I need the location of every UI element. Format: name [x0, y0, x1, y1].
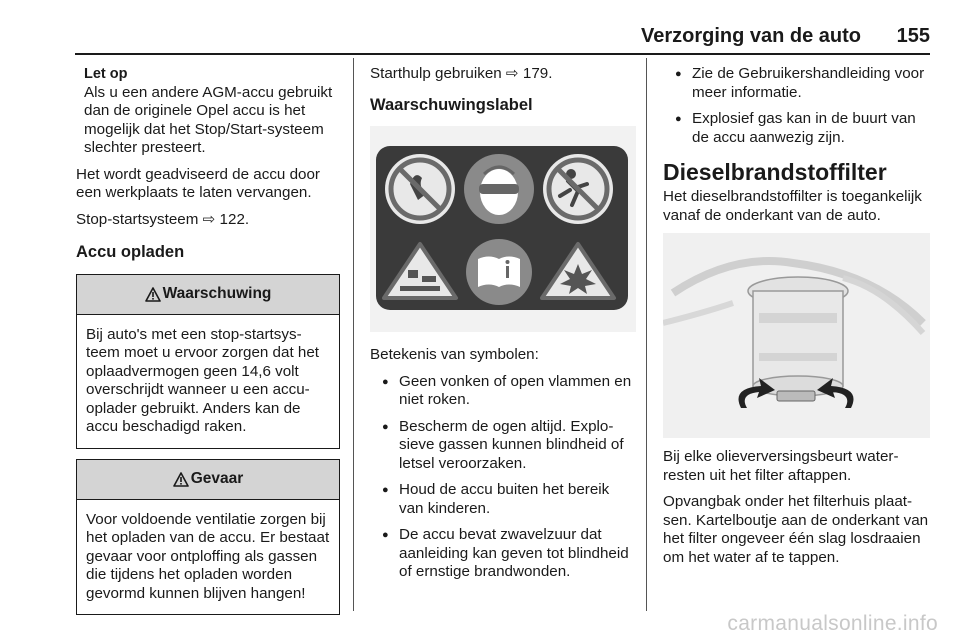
list-item: ● Bescherm de ogen altijd. Explosieve gassen kunnen blindheid of letsel veroorzaken.	[370, 418, 636, 474]
cross-reference[interactable]: Starthulp gebruiken ⇨ 179.	[370, 65, 553, 82]
warning-box-header	[77, 275, 339, 315]
page-number: 155	[896, 25, 930, 47]
page-header-title: Verzorging van de auto	[640, 25, 861, 47]
list-item: ● Explosief gas kan in de buurt van de accu aanwezig zijn.	[663, 110, 930, 147]
section-heading-dieselbrandstoffilter: Dieselbrandstoffilter	[663, 159, 887, 185]
battery-warning-label-image	[370, 126, 636, 332]
note-text: Als u een andere AGM-accu gebruikt dan de originele Opel accu is het mogelijk dat het Stop/Start-systeem slechter presteert.	[84, 83, 333, 156]
section-heading-accu-opladen: Accu opladen	[76, 243, 185, 261]
eye-protection-icon	[464, 154, 534, 224]
header-rule	[75, 53, 930, 55]
warning-triangle-icon	[173, 472, 189, 487]
section-heading-waarschuwingslabel: Waarschuwingslabel	[370, 95, 533, 114]
column-separator-1	[353, 58, 354, 611]
keep-children-away-icon	[543, 154, 613, 224]
list-item: ● De accu bevat zwavelzuur dat aanleiding kan geven tot blindheid of ernstige brandwonden.	[370, 526, 636, 582]
danger-box-header	[77, 460, 339, 500]
column-1	[76, 65, 341, 625]
diesel-filter-image	[663, 233, 930, 438]
danger-box-title: Gevaar	[190, 469, 244, 487]
warning-box-text: Bij auto's met een stop-startsysteem moet u ervoor zorgen dat het oplaadvermogen geen 14,6 volt overschrijdt wanneer u een accuoplader gebruikt. Anders kan de accu beschadigd raken.	[86, 325, 320, 435]
read-manual-icon	[466, 239, 532, 305]
cross-reference[interactable]: Stop-startsysteem ⇨ 122.	[76, 210, 250, 228]
warning-box	[76, 274, 340, 449]
watermark: carmanualsonline.info	[727, 612, 938, 635]
danger-box-text: Voor voldoende ventilatie zorgen bij het opladen van de accu. Er bestaat gevaar voor ontploffing als gassen die tijdens het opladen worden gevormd kunnen blijven hangen!	[86, 510, 330, 602]
warning-box-title: Waarschuwing	[162, 284, 272, 302]
column-2	[370, 65, 636, 590]
list-item: ● Zie de Gebruikershandleiding voor meer informatie.	[663, 65, 930, 102]
paragraph: Het wordt geadviseerd de accu door een werkplaats te laten vervangen.	[76, 165, 320, 201]
list-item: ● Houd de accu buiten het bereik van kinderen.	[370, 481, 636, 518]
warning-triangle-icon	[145, 287, 161, 302]
paragraph: Het dieselbrandstoffilter is toegankelijk vanaf de onderkant van de auto.	[663, 188, 922, 224]
paragraph: Bij elke olieverversingsbeurt waterresten uit het filter aftappen.	[663, 448, 899, 484]
note-block	[76, 65, 341, 158]
symbols-list-continued	[663, 65, 930, 147]
note-title: Let op	[84, 66, 128, 82]
column-3	[663, 65, 930, 575]
paragraph: Opvangbak onder het filterhuis plaatsen. Kartelboutje aan de onderkant van het filter ongeveer één slag losdraaien om het water af te tappen.	[663, 493, 929, 566]
list-item: ● Geen vonken of open vlammen en niet roken.	[370, 373, 636, 410]
danger-box	[76, 459, 340, 616]
symbols-list	[370, 373, 636, 582]
column-separator-2	[646, 58, 647, 611]
symbols-intro: Betekenis van symbolen:	[370, 346, 539, 363]
no-flames-icon	[385, 154, 455, 224]
